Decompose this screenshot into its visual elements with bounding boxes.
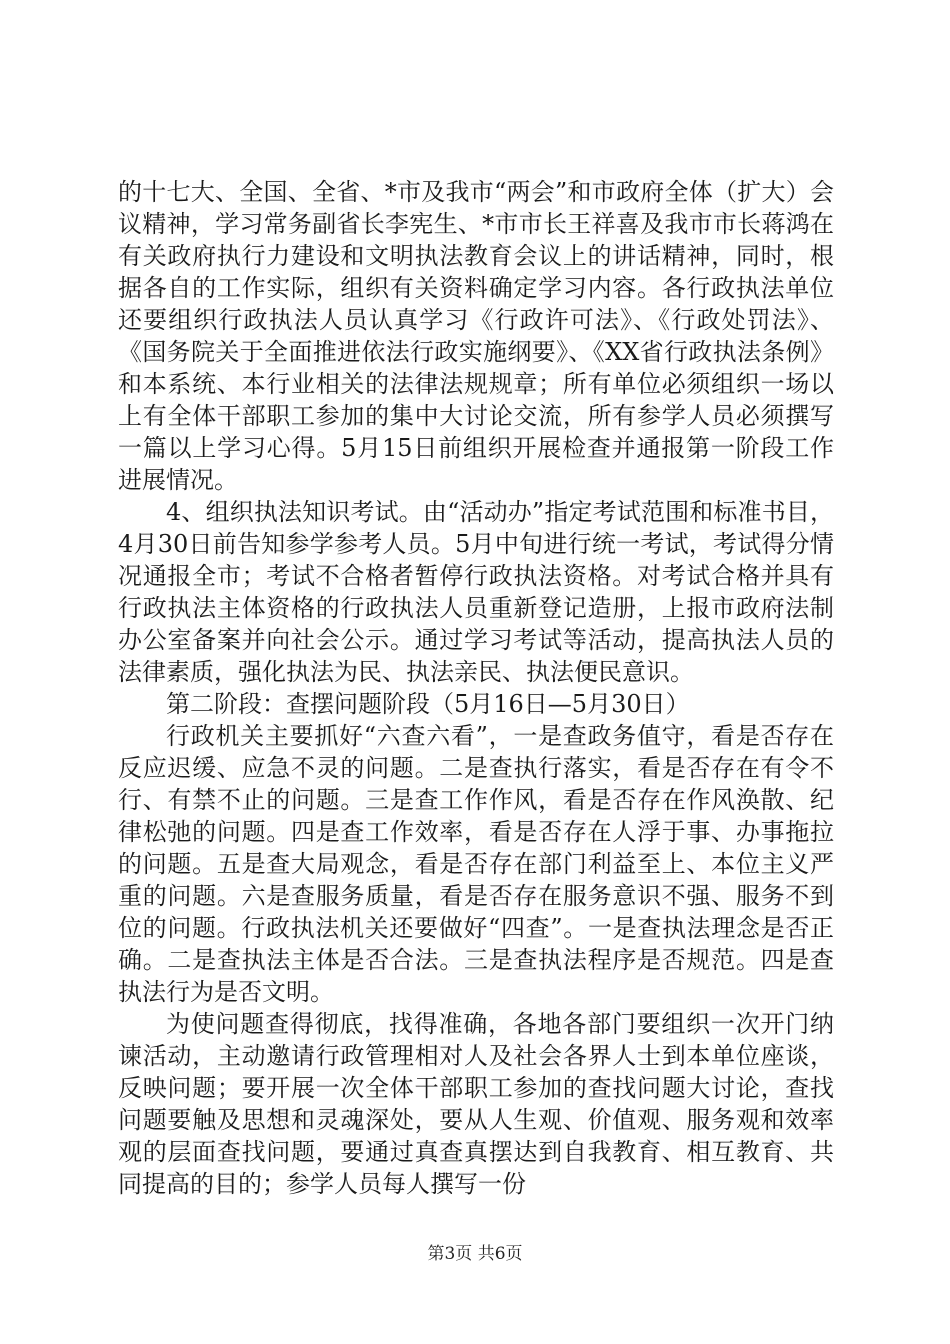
page-number-footer: 第3页 共6页	[427, 1244, 523, 1264]
paragraph-3: 行政机关主要抓好“六查六看”，一是查政务值守，看是否存在反应迟缓、应急不灵的问题。二是查执行落实，看是否存在有令不行、有禁不止的问题。三是查工作作风，看是否存在作风涣散、纪律松弛的问题。四是查工作效率，看是否存在人浮于事、办事拖拉的问题。五是查大局观念，看是否存在部门利益至上、本位主义严重的问题。六是查服务质量，看是否存在服务意识不强、服务不到位的问题。行政执法机关还要做好“四查”。一是查执法理念是否正确。二是查执法主体是否合法。三是查执法程序是否规范。四是查执法行为是否文明。	[118, 722, 834, 1006]
paragraph-1: 的十七大、全国、全省、*市及我市“两会”和市政府全体（扩大）会议精神，学习常务副省长李宪生、*市市长王祥喜及我市市长蒋鸿在有关政府执行力建设和文明执法教育会议上的讲话精神，同时，根据各自的工作实际，组织有关资料确定学习内容。各行政执法单位还要组织行政执法人员认真学习《行政许可法》、《行政处罚法》、《国务院关于全面推进依法行政实施纲要》、《XX省行政执法条例》和本系统、本行业相关的法律法规规章；所有单位必须组织一场以上有全体干部职工参加的集中大讨论交流，所有参学人员必须撰写一篇以上学习心得。5月15日前组织开展检查并通报第一阶段工作进展情况。	[118, 178, 834, 494]
paragraph-2: 4、组织执法知识考试。由“活动办”指定考试范围和标准书目，4月30日前告知参学参考人员。5月中旬进行统一考试，考试得分情况通报全市；考试不合格者暂停行政执法资格。对考试合格并具有行政执法主体资格的行政执法人员重新登记造册，上报市政府法制办公室备案并向社会公示。通过学习考试等活动，提高执法人员的法律素质，强化执法为民、执法亲民、执法便民意识。	[118, 498, 834, 686]
paragraph-4: 为使问题查得彻底，找得准确，各地各部门要组织一次开门纳谏活动，主动邀请行政管理相对人及社会各界人士到本单位座谈，反映问题；要开展一次全体干部职工参加的查找问题大讨论，查找问题要触及思想和灵魂深处，要从人生观、价值观、服务观和效率观的层面查找问题，要通过真查真摆达到自我教育、相互教育、共同提高的目的；参学人员每人撰写一份	[118, 1010, 834, 1198]
section-heading-stage-two: 第二阶段：查摆问题阶段（5月16日—5月30日）	[166, 690, 690, 718]
document-body	[118, 176, 834, 1200]
